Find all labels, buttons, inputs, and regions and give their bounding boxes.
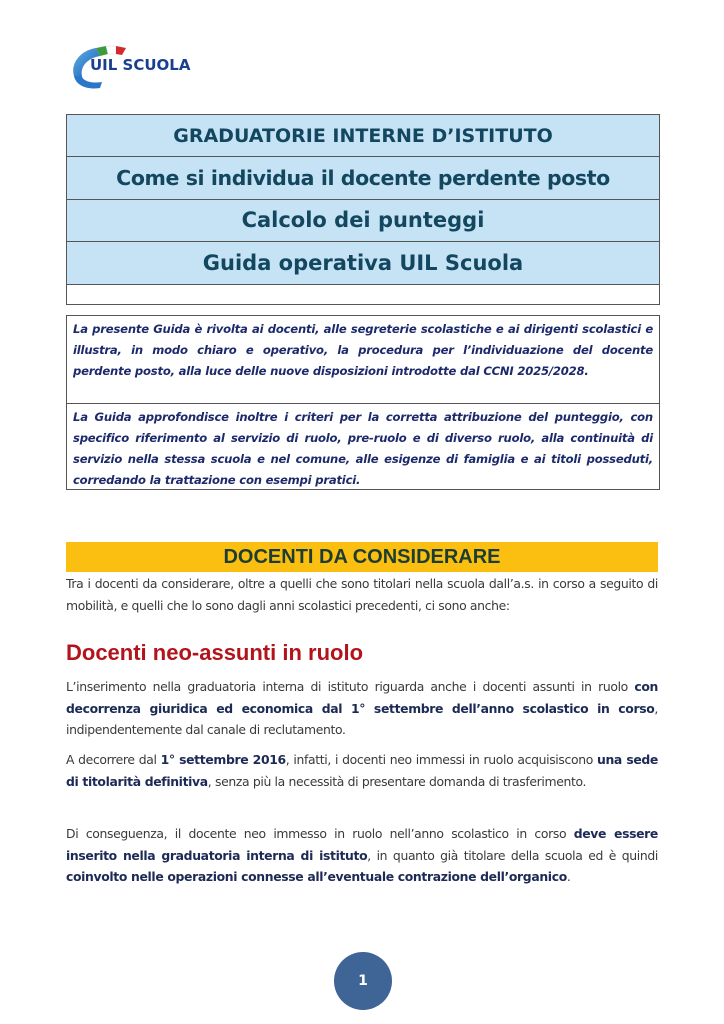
intro-box	[66, 315, 660, 490]
section-lead-paragraph: Tra i docenti da considerare, oltre a quelli che sono titolari nella scuola dall’a.s. in corso a seguito di mobilità, e quelli che lo sono dagli anni scolastici precedenti, ci sono anche:	[66, 576, 658, 613]
intro-paragraph-2: La Guida approfondisce inoltre i criteri per la corretta attribuzione del punteggio, con specifico riferimento al servizio di ruolo, pre-ruolo e di diverso ruolo, alla continuità di servizio nella stessa scuola e nel comune, alle esigenze di famiglia e ai titoli posseduti, corredando la trattazione con esempi pratici.	[73, 410, 653, 487]
title-row-calcolo: Calcolo dei punteggi	[67, 200, 659, 243]
title-row-subtitle: Come si individua il docente perdente posto	[67, 157, 659, 200]
section-heading: DOCENTI DA CONSIDERARE	[66, 542, 658, 572]
paragraph-3-text-e: .	[566, 869, 571, 884]
paragraph-2-bold-sede: una sede di titolarità definitiva	[66, 752, 658, 789]
paragraph-1-bold: con decorrenza giuridica ed economica dal 1° settembre dell’anno scolastico in corso	[66, 679, 658, 716]
subsection-heading: Docenti neo-assunti in ruolo	[66, 640, 364, 665]
paragraph-3-bold-coinvolto: coinvolto nelle operazioni connesse all’eventuale contrazione dell’organico	[66, 869, 567, 884]
logo-text: UIL SCUOLA	[90, 56, 191, 74]
paragraph-3-bold-inserito: deve essere inserito nella graduatoria interna di istituto	[66, 826, 658, 863]
paragraph-2-text-a: A decorrere dal	[66, 752, 161, 767]
title-row-empty	[67, 285, 659, 304]
paragraph-3-text-a: Di conseguenza, il docente neo immesso in ruolo nell’anno scolastico in corso	[66, 826, 574, 841]
uil-scuola-logo	[66, 42, 196, 94]
paragraph-2	[66, 749, 658, 792]
page-number-badge: 1	[334, 952, 392, 1010]
paragraph-1	[66, 676, 658, 741]
title-row-guida: Guida operativa UIL Scuola	[67, 242, 659, 285]
paragraph-3-text-c: , in quanto già titolare della scuola ed è quindi	[367, 847, 658, 863]
title-table	[66, 114, 660, 305]
title-row-main: GRADUATORIE INTERNE D’ISTITUTO	[67, 115, 659, 157]
paragraph-1-text-a: L’inserimento nella graduatoria interna di istituto riguarda anche i docenti assunti in ruolo	[66, 679, 635, 694]
paragraph-3	[66, 823, 658, 888]
intro-paragraph-1: La presente Guida è rivolta ai docenti, alle segreterie scolastiche e ai dirigenti scolastici e illustra, in modo chiaro e operativo, la procedura per l’individuazione del docente perdente posto, alla luce delle nuove disposizioni introdotte dal CCNI 2025/2028.	[67, 316, 659, 404]
paragraph-2-text-c: , infatti, i docenti neo immessi in ruolo acquisiscono	[285, 752, 597, 767]
paragraph-1-text-c: , indipendentemente dal canale di reclutamento.	[66, 700, 658, 737]
paragraph-2-text-e: , senza più la necessità di presentare domanda di trasferimento.	[207, 773, 587, 789]
paragraph-2-bold-date: 1° settembre 2016	[160, 752, 286, 767]
